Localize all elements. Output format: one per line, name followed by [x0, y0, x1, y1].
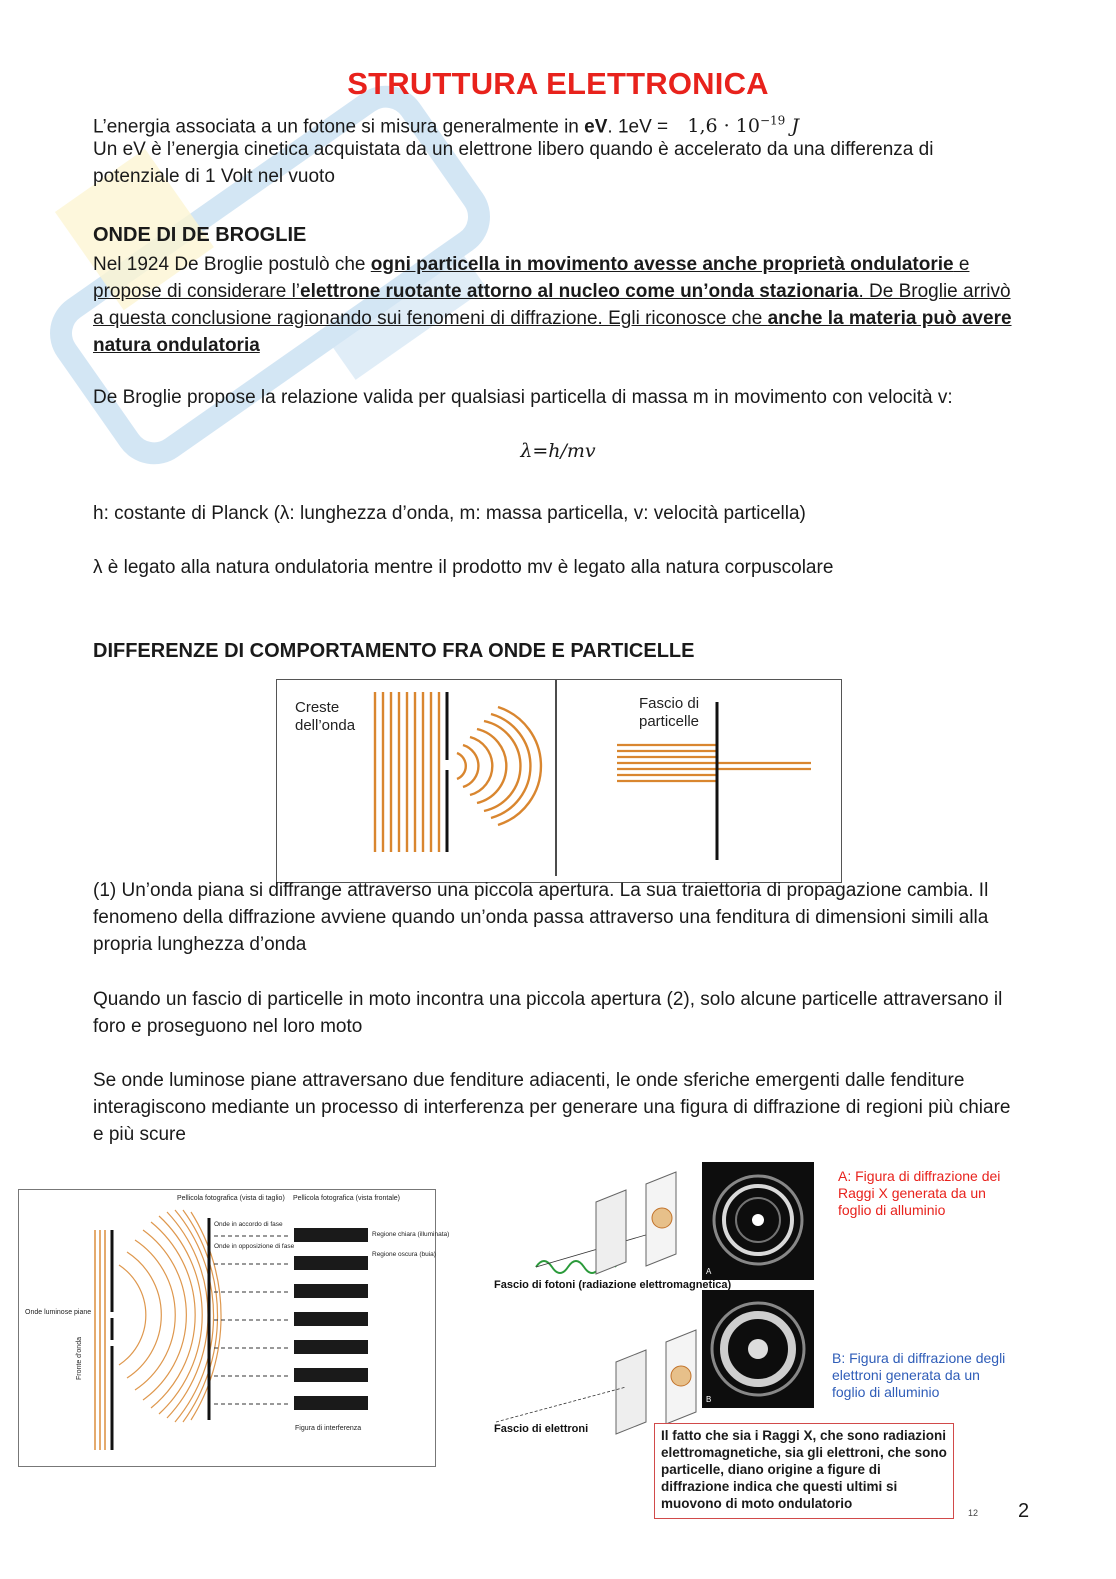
- particle-aperture-paragraph: Quando un fascio di particelle in moto incontra una piccola apertura (2), solo alcune particelle attraversano il foro e proseguono nel loro moto: [93, 989, 1003, 1037]
- section-heading-de-broglie: ONDE DI DE BROGLIE: [93, 224, 307, 246]
- interference-paragraph: Se onde luminose piane attraversano due fenditure adiacenti, le onde sferiche emergenti dalle fenditure interagiscono mediante un processo di interferenza per generare una figura di diffrazione di regioni più chiare e più scure: [93, 1070, 1011, 1145]
- xray-pattern-note: A: Figura di diffrazione dei Raggi X generata da un foglio di alluminio: [838, 1168, 1001, 1218]
- diffraction-paragraph: (1) Un’onda piana si diffrange attraverso una piccola apertura. La sua traiettoria di propagazione cambia. Il fenomeno della diffrazione avviene quando un’onda passa attraverso una fenditura di dimensioni simili alla propria lunghezza d’onda: [93, 880, 989, 955]
- section-heading-differences: DIFFERENZE DI COMPORTAMENTO FRA ONDE E PARTICELLE: [93, 640, 695, 662]
- planck-definition: h: costante di Planck (λ: lunghezza d’onda, m: massa particella, v: velocità particella): [93, 503, 806, 524]
- wave-vs-particle-drawing: [277, 680, 841, 882]
- interference-bands-icon: [294, 1228, 368, 1410]
- film-side-label: Pellicola fotografica (vista di taglio): [177, 1195, 285, 1202]
- diffracted-waves-icon: [457, 707, 541, 825]
- interference-figure: [18, 1189, 450, 1467]
- film-front-label: Pellicola fotografica (vista frontale): [293, 1195, 400, 1202]
- particle-beam-icon: [617, 745, 811, 781]
- page-title: STRUTTURA ELETTRONICA: [347, 66, 769, 101]
- wave-crests-label: Creste: [295, 699, 340, 716]
- pattern-a-label: A: [706, 1267, 712, 1276]
- wave-crests-icon: [375, 692, 439, 852]
- particle-beam-label: Fascio di: [639, 695, 700, 712]
- electron-beam-label: Fascio di elettroni: [494, 1423, 589, 1435]
- wave-crests-label-2: dell’onda: [295, 717, 356, 734]
- light-waves-label: Onde luminose piane: [25, 1309, 92, 1316]
- intro-line-1: L’energia associata a un fotone si misura generalmente in eV. $1eV = 1,6 \cdot 10^{-19}$ J: [93, 114, 799, 138]
- dark-region-label: Regione oscura (buia): [372, 1251, 436, 1258]
- wavefront-label: Fronte d'onda: [76, 1337, 83, 1380]
- wave-particle-note: λ è legato alla natura ondulatoria mentre il prodotto mv è legato alla natura corpuscolare: [93, 557, 834, 578]
- ev-value: $1,6 \cdot 10^{-19}$ J: [687, 114, 799, 138]
- particle-beam-label-2: particelle: [639, 713, 700, 730]
- electron-pattern-note: B: Figura di diffrazione degli elettroni generata da un foglio di alluminio: [832, 1350, 1006, 1400]
- pattern-label: Figura di interferenza: [295, 1425, 362, 1432]
- interference-waves-icon: [119, 1210, 221, 1422]
- page-number: 2: [1018, 1500, 1030, 1522]
- bright-region-label: Regione chiara (illuminata): [372, 1231, 450, 1238]
- interference-drawing: [19, 1190, 450, 1466]
- pattern-b-label: B: [706, 1395, 712, 1404]
- intro-line-2: Un eV è l’energia cinetica acquistata da un elettrone libero quando è accelerato da una differenza di potenziale di 1 Volt nel vuoto: [93, 139, 934, 187]
- source-page-number: 12: [968, 1508, 979, 1518]
- de-broglie-formula: λ=h/mv: [520, 440, 596, 462]
- de-broglie-paragraph: Nel 1924 De Broglie postulò che ogni particella in movimento avesse anche proprietà ondulatorie e propose di considerare l’elettrone ruotante attorno al nucleo come un’onda stazionaria. De Broglie arrivò a questa conclusione ragionando sui fenomeni di diffrazione. Egli riconosce che anche la materia può avere natura ondulatoria: [93, 254, 1012, 356]
- photon-beam-label: Fascio di fotoni (radiazione elettromagnetica): [494, 1279, 732, 1291]
- wave-vs-particle-figure: [276, 679, 842, 883]
- in-phase-label: Onde in accordo di fase: [214, 1221, 283, 1228]
- out-phase-label: Onde in opposizione di fase: [214, 1243, 295, 1250]
- relation-paragraph: De Broglie propose la relazione valida per qualsiasi particella di massa m in movimento con velocità v:: [93, 387, 953, 408]
- conclusion-box: Il fatto che sia i Raggi X, che sono radiazioni elettromagnetiche, sia gli elettroni, che sono particelle, diano origine a figure di diffrazione indica che questi ultimi si muovono di moto ondulatorio: [654, 1423, 954, 1519]
